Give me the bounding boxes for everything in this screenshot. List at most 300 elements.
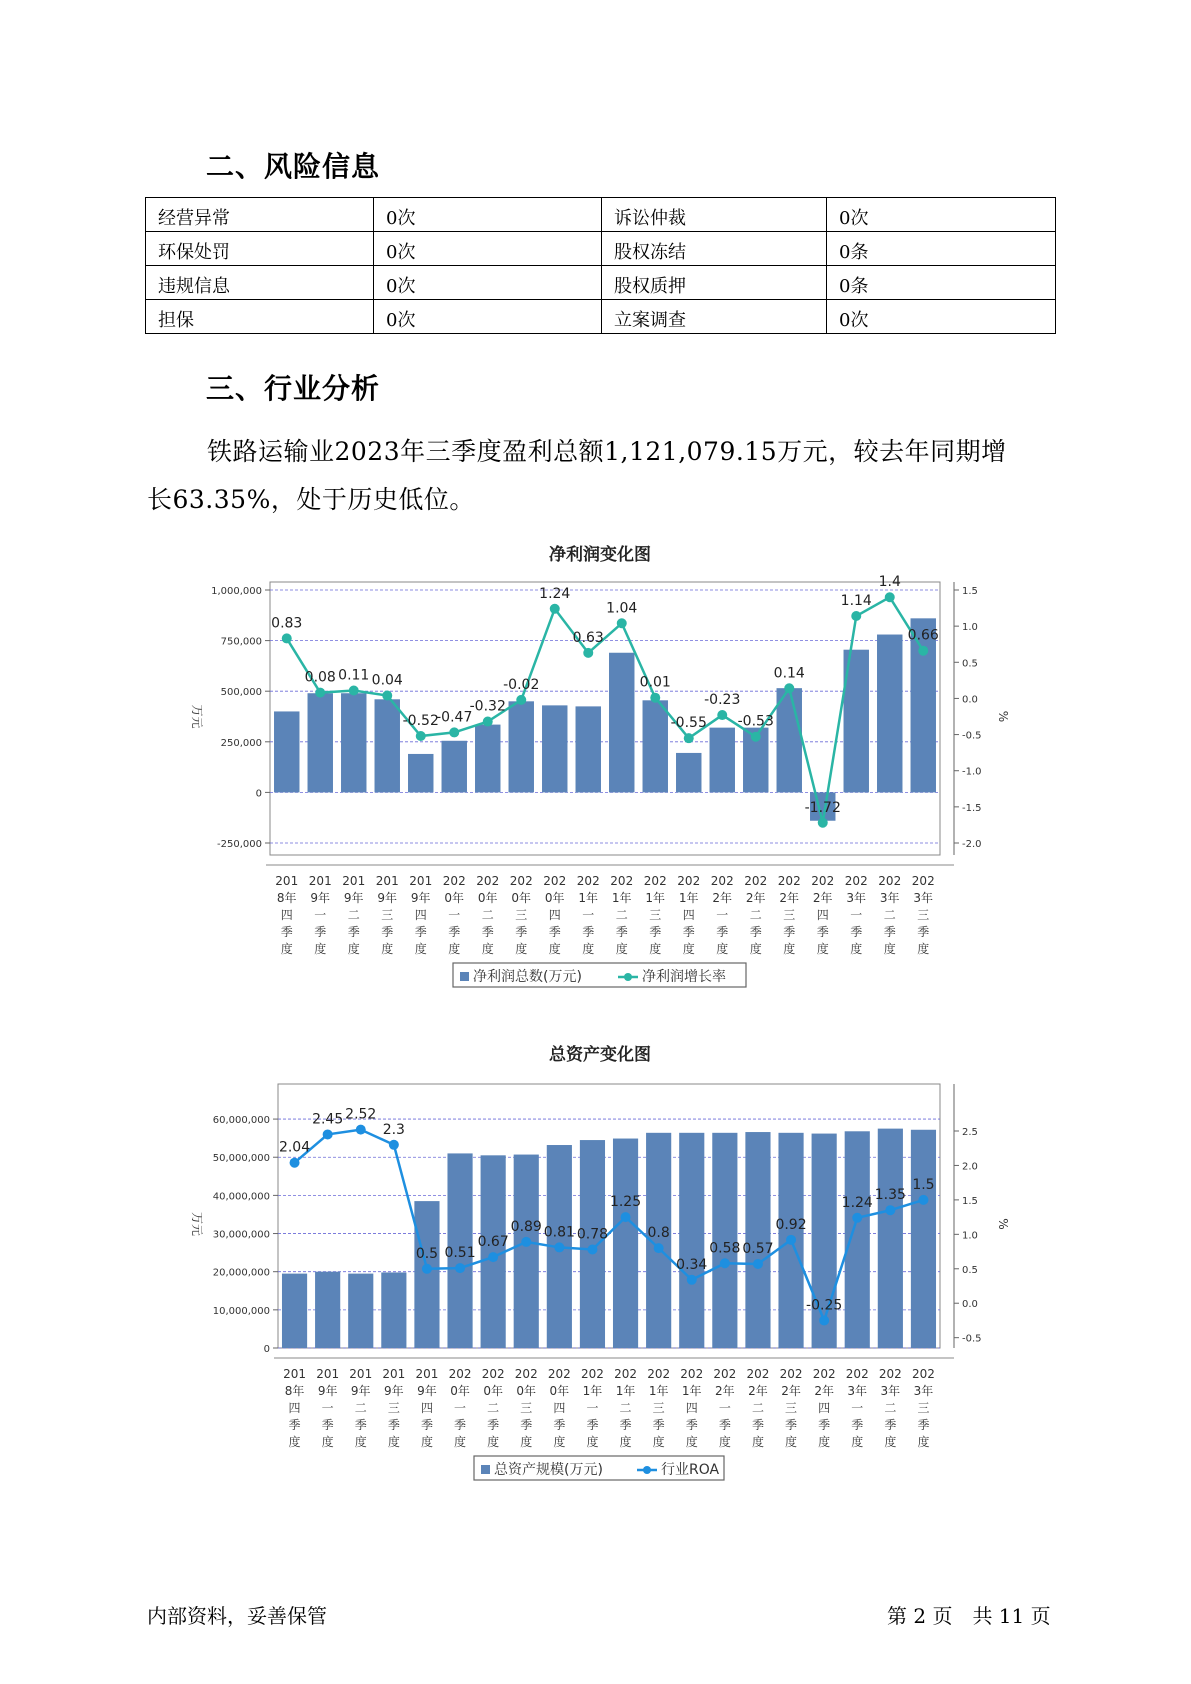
- risk-item-label: 诉讼仲裁: [602, 198, 827, 232]
- category-label: 季: [851, 1418, 864, 1432]
- category-label: 度: [321, 1435, 334, 1449]
- category-label: 季: [487, 1418, 500, 1432]
- left-tick-label: 250,000: [220, 737, 262, 749]
- right-tick-label: -2.0: [962, 839, 982, 850]
- left-tick-label: 30,000,000: [212, 1229, 270, 1241]
- data-label: 0.14: [773, 665, 805, 682]
- risk-table-row: [146, 300, 1056, 334]
- category-label: 度: [481, 942, 494, 956]
- bar: [509, 701, 534, 792]
- category-label: 202: [614, 1367, 638, 1381]
- category-label: 202: [777, 874, 801, 888]
- category-label: 季: [716, 925, 729, 939]
- category-label: 三: [515, 908, 528, 922]
- category-label: 四: [685, 1401, 698, 1415]
- data-label: 0.11: [338, 667, 370, 684]
- category-label: 度: [649, 942, 662, 956]
- legend-bar-label: 净利润总数(万元): [473, 969, 582, 985]
- paragraph-line-1: 铁路运输业2023年三季度盈利总额1,121,079.15万元，较去年同期增: [207, 437, 1007, 466]
- category-label: 二: [751, 1401, 764, 1415]
- bar: [679, 1133, 704, 1348]
- data-label: 0.63: [572, 629, 604, 646]
- line-point: [885, 1205, 895, 1215]
- legend-bar-label: 总资产规模(万元): [494, 1462, 603, 1478]
- data-label: -0.25: [806, 1297, 843, 1314]
- legend-line-marker: [643, 1466, 651, 1474]
- bar: [576, 706, 601, 792]
- category-label: 一: [586, 1401, 599, 1415]
- risk-item-value: 0次: [374, 300, 602, 334]
- category-label: 季: [381, 925, 394, 939]
- category-label: 8年: [284, 1384, 305, 1398]
- category-label: 度: [716, 942, 729, 956]
- category-label: 202: [481, 1367, 505, 1381]
- category-label: 四: [818, 1401, 831, 1415]
- category-label: 度: [883, 942, 896, 956]
- line-point: [650, 693, 660, 703]
- data-label: 0.92: [775, 1216, 807, 1233]
- left-tick-label: 10,000,000: [212, 1305, 270, 1317]
- category-label: 202: [547, 1367, 571, 1381]
- category-label: 202: [878, 1367, 902, 1381]
- data-label: 1.35: [874, 1187, 906, 1204]
- bar: [877, 635, 902, 793]
- category-label: 1年: [678, 891, 699, 905]
- category-label: 季: [917, 1418, 930, 1432]
- line-point: [449, 727, 459, 737]
- line-point: [621, 1212, 631, 1222]
- data-label: 0.57: [742, 1240, 774, 1257]
- line-point: [753, 1259, 763, 1269]
- category-label: 度: [851, 1435, 864, 1449]
- category-label: 0年: [483, 1384, 503, 1398]
- category-label: 202: [746, 1367, 770, 1381]
- category-label: 三: [649, 908, 662, 922]
- category-label: 度: [454, 1435, 467, 1449]
- left-tick-label: 0: [263, 1344, 270, 1355]
- category-label: 季: [850, 925, 863, 939]
- data-label: -0.47: [436, 709, 473, 726]
- left-tick-label: 50,000,000: [212, 1153, 270, 1165]
- category-label: 季: [883, 925, 896, 939]
- category-label: 季: [553, 1418, 566, 1432]
- footer-confidential: 内部资料，妥善保管: [147, 1604, 327, 1628]
- line-point: [784, 683, 794, 693]
- data-label: -0.55: [670, 715, 707, 732]
- line-point: [751, 732, 761, 742]
- risk-item-value: 0次: [827, 198, 1056, 232]
- data-label: 1.4: [878, 574, 901, 591]
- category-label: 8年: [276, 891, 297, 905]
- left-tick-label: 500,000: [220, 687, 262, 699]
- right-tick-label: -1.0: [962, 766, 982, 778]
- bar: [414, 1201, 439, 1348]
- category-label: 202: [811, 874, 835, 888]
- category-label: 201: [409, 874, 433, 888]
- data-label: 2.3: [382, 1121, 405, 1138]
- data-label: 0.5: [415, 1245, 439, 1262]
- legend-line-marker: [624, 973, 632, 981]
- category-label: 季: [783, 925, 796, 939]
- data-label: 0.78: [576, 1226, 609, 1243]
- category-label: 度: [785, 1435, 798, 1449]
- risk-item-label: 担保: [146, 300, 374, 334]
- y-axis-left-label: 万元: [190, 704, 204, 729]
- category-label: 四: [816, 908, 829, 922]
- bar: [348, 1274, 373, 1348]
- line-point: [851, 611, 861, 621]
- category-label: 9年: [417, 1384, 437, 1398]
- category-label: 3年: [880, 1384, 901, 1398]
- bar: [381, 1272, 406, 1348]
- data-label: -0.53: [737, 713, 774, 730]
- legend-line-label: 行业ROA: [661, 1462, 720, 1478]
- category-label: 202: [713, 1367, 737, 1381]
- category-label: 度: [314, 942, 327, 956]
- category-label: 度: [619, 1435, 632, 1449]
- category-label: 1年: [615, 1384, 636, 1398]
- category-label: 度: [850, 942, 863, 956]
- category-label: 二: [883, 908, 896, 922]
- category-label: 度: [553, 1435, 566, 1449]
- category-label: 度: [917, 1435, 930, 1449]
- category-label: 3年: [913, 1384, 934, 1398]
- category-label: 季: [414, 925, 427, 939]
- line-point: [818, 818, 828, 828]
- category-label: 202: [442, 874, 466, 888]
- risk-table-row: [146, 198, 1056, 232]
- category-label: 202: [845, 1367, 869, 1381]
- bar: [442, 741, 467, 793]
- risk-item-value: 0条: [827, 266, 1056, 300]
- category-label: 季: [619, 1418, 632, 1432]
- category-label: 季: [288, 1418, 301, 1432]
- left-tick-label: 1,000,000: [211, 586, 262, 597]
- category-label: 季: [321, 1418, 334, 1432]
- right-tick-label: 0.5: [962, 1264, 978, 1276]
- category-label: 季: [520, 1418, 533, 1432]
- category-label: 季: [884, 1418, 897, 1432]
- line-point: [282, 633, 292, 643]
- line-point: [315, 688, 325, 698]
- line-point: [717, 710, 727, 720]
- bar: [514, 1155, 539, 1348]
- category-label: 一: [314, 908, 327, 922]
- category-label: 度: [487, 1435, 500, 1449]
- data-label: 1.25: [609, 1194, 642, 1211]
- bar: [613, 1139, 638, 1348]
- left-tick-label: 60,000,000: [212, 1115, 270, 1127]
- category-label: 201: [316, 1367, 340, 1381]
- category-label: 三: [785, 1401, 798, 1415]
- category-label: 1年: [611, 891, 632, 905]
- bar: [676, 753, 701, 792]
- bar: [475, 725, 500, 793]
- category-label: 202: [476, 874, 500, 888]
- line-point: [587, 1244, 597, 1254]
- right-tick-label: 1.5: [962, 586, 978, 597]
- category-label: 季: [718, 1418, 731, 1432]
- right-tick-label: 0.5: [962, 658, 978, 670]
- category-label: 季: [652, 1418, 665, 1432]
- category-label: 一: [582, 908, 595, 922]
- line-point: [521, 1237, 531, 1247]
- data-label: -0.02: [503, 676, 540, 693]
- line-point: [382, 691, 392, 701]
- category-label: 度: [816, 942, 829, 956]
- category-label: 202: [779, 1367, 803, 1381]
- category-label: 202: [710, 874, 734, 888]
- risk-item-label: 环保处罚: [146, 232, 374, 266]
- category-label: 季: [685, 1418, 698, 1432]
- y-axis-right-label: %: [996, 710, 1010, 723]
- category-label: 一: [716, 908, 729, 922]
- paragraph-line-2: 长63.35%，处于历史低位。: [147, 485, 475, 514]
- category-label: 0年: [549, 1384, 570, 1398]
- data-label: 2.45: [312, 1111, 344, 1128]
- category-label: 三: [387, 1401, 400, 1415]
- category-label: 度: [381, 942, 394, 956]
- category-label: 201: [349, 1367, 373, 1381]
- category-label: 9年: [377, 891, 398, 905]
- line-point: [323, 1129, 333, 1139]
- category-label: 9年: [310, 891, 331, 905]
- bar: [282, 1274, 307, 1348]
- category-label: 季: [917, 925, 930, 939]
- right-tick-label: -0.5: [962, 730, 982, 742]
- line-point: [583, 648, 593, 658]
- bar: [308, 693, 333, 792]
- bar: [408, 754, 433, 792]
- line-point: [516, 695, 526, 705]
- total-assets-chart: [0, 1030, 1191, 1500]
- category-label: 1年: [578, 891, 599, 905]
- category-label: 201: [375, 874, 399, 888]
- category-label: 202: [643, 874, 667, 888]
- data-label: 0.66: [907, 627, 939, 644]
- data-label: -0.32: [469, 698, 506, 715]
- category-label: 三: [783, 908, 796, 922]
- category-label: 3年: [847, 1384, 868, 1398]
- category-label: 9年: [343, 891, 364, 905]
- category-label: 季: [314, 925, 327, 939]
- category-label: 2年: [781, 1384, 801, 1398]
- bar: [777, 688, 802, 792]
- left-tick-label: 0: [255, 788, 262, 800]
- category-label: 季: [280, 925, 293, 939]
- category-label: 201: [342, 874, 366, 888]
- category-label: 三: [381, 908, 394, 922]
- data-label: -0.52: [402, 713, 439, 730]
- footer-page-number: 第 2 页 共 11 页: [887, 1604, 1051, 1628]
- line-point: [720, 1258, 730, 1268]
- bar: [274, 711, 299, 792]
- category-label: 2年: [748, 1384, 768, 1398]
- category-label: 季: [481, 925, 494, 939]
- category-label: 2年: [812, 891, 833, 905]
- data-label: 0.83: [271, 615, 303, 632]
- category-label: 度: [615, 942, 628, 956]
- category-label: 202: [911, 874, 935, 888]
- category-label: 二: [347, 908, 360, 922]
- category-label: 度: [685, 1435, 698, 1449]
- risk-item-label: 违规信息: [146, 266, 374, 300]
- category-label: 度: [387, 1435, 400, 1449]
- category-label: 季: [818, 1418, 831, 1432]
- risk-item-value: 0次: [374, 232, 602, 266]
- risk-item-value: 0次: [827, 300, 1056, 334]
- risk-item-value: 0次: [374, 266, 602, 300]
- category-label: 202: [911, 1367, 935, 1381]
- category-label: 季: [649, 925, 662, 939]
- category-label: 三: [917, 1401, 930, 1415]
- category-label: 度: [818, 1435, 831, 1449]
- line-point: [554, 1242, 564, 1252]
- risk-item-label: 股权质押: [602, 266, 827, 300]
- line-point: [852, 1213, 862, 1223]
- data-label: 0.89: [510, 1218, 542, 1235]
- category-label: 201: [308, 874, 332, 888]
- category-label: 一: [454, 1401, 467, 1415]
- right-tick-label: 1.5: [962, 1195, 978, 1207]
- bar: [643, 700, 668, 792]
- category-label: 202: [878, 874, 902, 888]
- line-point: [918, 646, 928, 656]
- category-label: 二: [354, 1401, 367, 1415]
- category-label: 2年: [745, 891, 766, 905]
- category-label: 202: [744, 874, 768, 888]
- category-label: 0年: [477, 891, 498, 905]
- bar: [341, 693, 366, 792]
- category-label: 3年: [913, 891, 934, 905]
- category-label: 度: [414, 942, 427, 956]
- net-profit-chart: [0, 530, 1191, 1000]
- category-label: 四: [414, 908, 427, 922]
- category-label: 季: [615, 925, 628, 939]
- category-label: 季: [816, 925, 829, 939]
- category-label: 四: [682, 908, 695, 922]
- category-label: 度: [448, 942, 461, 956]
- category-label: 季: [682, 925, 695, 939]
- data-label: 1.04: [606, 600, 638, 617]
- category-label: 二: [619, 1401, 632, 1415]
- category-label: 季: [749, 925, 762, 939]
- chart-title: 总资产变化图: [549, 1045, 651, 1065]
- category-label: 二: [481, 908, 494, 922]
- line-point: [885, 592, 895, 602]
- data-label: 2.04: [278, 1139, 311, 1156]
- category-label: 季: [582, 925, 595, 939]
- category-label: 202: [580, 1367, 604, 1381]
- category-label: 一: [851, 1401, 864, 1415]
- data-label: -0.23: [704, 692, 741, 709]
- right-tick-label: -0.5: [962, 1333, 982, 1345]
- category-label: 202: [680, 1367, 704, 1381]
- data-label: 0.58: [709, 1240, 741, 1257]
- data-label: -1.72: [804, 799, 841, 816]
- category-label: 二: [487, 1401, 500, 1415]
- category-label: 度: [420, 1435, 433, 1449]
- category-label: 度: [288, 1435, 301, 1449]
- right-tick-label: -1.5: [962, 802, 982, 814]
- category-label: 一: [321, 1401, 334, 1415]
- category-label: 202: [677, 874, 701, 888]
- category-label: 四: [288, 1401, 301, 1415]
- category-label: 度: [718, 1435, 731, 1449]
- category-label: 9年: [317, 1384, 338, 1398]
- bar: [315, 1272, 340, 1348]
- category-label: 202: [812, 1367, 836, 1381]
- category-label: 1年: [645, 891, 666, 905]
- right-tick-label: 1.0: [962, 1230, 978, 1242]
- chart-title: 净利润变化图: [549, 545, 651, 565]
- line-point: [290, 1158, 300, 1168]
- data-label: 0.34: [676, 1256, 708, 1273]
- category-label: 9年: [410, 891, 431, 905]
- category-label: 0年: [444, 891, 465, 905]
- legend-bar-swatch: [460, 972, 469, 981]
- data-label: 1.5: [912, 1176, 935, 1193]
- data-label: 0.8: [647, 1225, 670, 1242]
- right-tick-label: 2.0: [962, 1161, 978, 1173]
- category-label: 0年: [516, 1384, 537, 1398]
- category-label: 2年: [779, 891, 800, 905]
- right-tick-label: 1.0: [962, 622, 978, 634]
- category-label: 一: [448, 908, 461, 922]
- data-label: 1.24: [841, 1194, 873, 1211]
- category-label: 三: [917, 908, 930, 922]
- line-point: [918, 1195, 928, 1205]
- category-label: 度: [354, 1435, 367, 1449]
- category-label: 度: [347, 942, 360, 956]
- bar: [878, 1129, 903, 1348]
- data-label: 0.81: [543, 1224, 575, 1241]
- risk-item-value: 0条: [827, 232, 1056, 266]
- section-title-industry: 三、行业分析: [206, 372, 381, 405]
- data-label: 0.01: [639, 674, 671, 691]
- category-label: 二: [749, 908, 762, 922]
- line-point: [654, 1243, 664, 1253]
- category-label: 二: [884, 1401, 897, 1415]
- y-axis-right-label: %: [996, 1218, 1010, 1230]
- category-label: 度: [749, 942, 762, 956]
- risk-table-row: [146, 266, 1056, 300]
- legend-bar-swatch: [481, 1465, 490, 1474]
- category-label: 四: [553, 1401, 566, 1415]
- category-label: 9年: [384, 1384, 404, 1398]
- data-label: 1.24: [539, 585, 571, 602]
- category-label: 一: [718, 1401, 731, 1415]
- bar: [580, 1140, 605, 1348]
- line-point: [416, 731, 426, 741]
- category-label: 季: [347, 925, 360, 939]
- data-label: 0.51: [444, 1245, 476, 1262]
- data-label: 0.67: [477, 1234, 509, 1251]
- category-label: 度: [917, 942, 930, 956]
- category-label: 201: [283, 1367, 307, 1381]
- category-label: 度: [582, 942, 595, 956]
- line-point: [819, 1315, 829, 1325]
- risk-item-value: 0次: [374, 198, 602, 232]
- category-label: 三: [652, 1401, 665, 1415]
- category-label: 四: [280, 908, 293, 922]
- data-label: 0.04: [371, 672, 403, 689]
- industry-paragraph: [147, 428, 1047, 524]
- category-label: 季: [751, 1418, 764, 1432]
- category-label: 度: [783, 942, 796, 956]
- category-label: 0年: [544, 891, 565, 905]
- category-label: 季: [515, 925, 528, 939]
